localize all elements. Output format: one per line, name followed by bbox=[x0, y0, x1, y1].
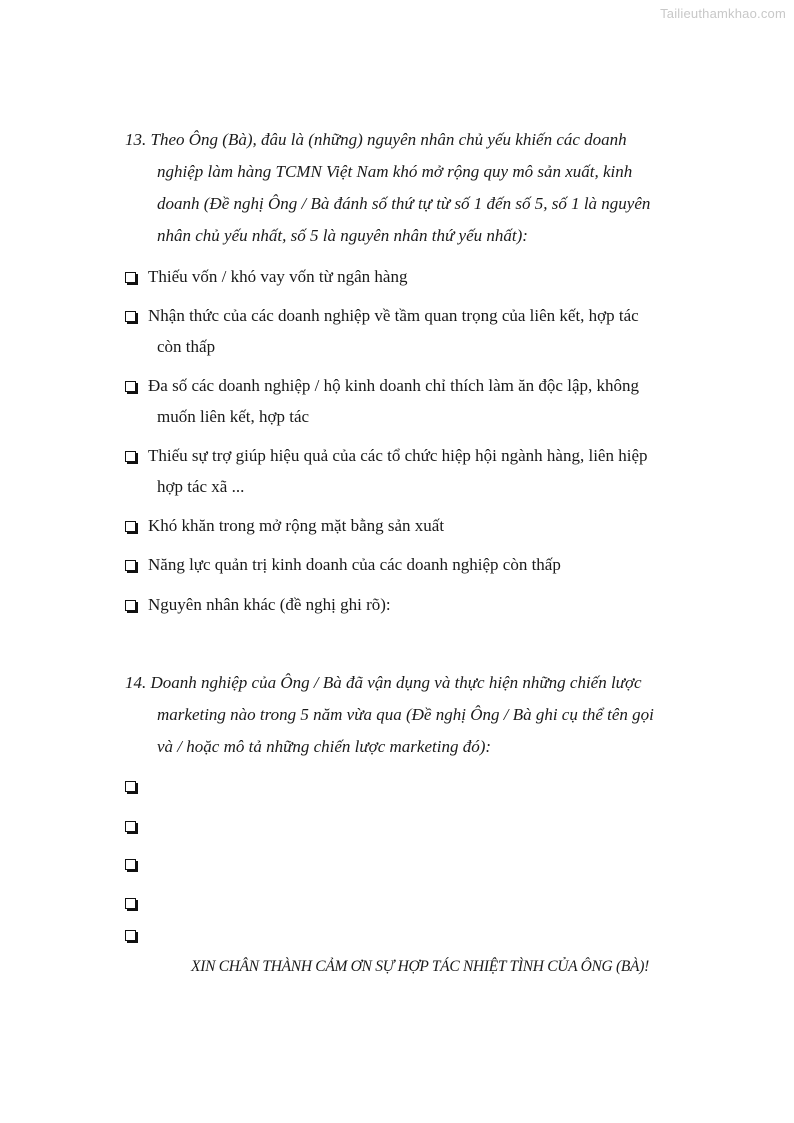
q14-option-3[interactable] bbox=[125, 848, 711, 879]
q13-option-7[interactable]: Nguyên nhân khác (đề nghị ghi rõ): bbox=[125, 589, 711, 620]
question-13-line-1: 13. Theo Ông (Bà), đâu là (những) nguyên nhân chủ yếu khiến các doanh bbox=[125, 130, 627, 149]
question-14 bbox=[125, 667, 711, 763]
question-13-line-3: doanh (Đề nghị Ông / Bà đánh số thứ tự từ số 1 đến số 5, số 1 là nguyên bbox=[157, 194, 651, 213]
q13-option-4[interactable]: Thiếu sự trợ giúp hiệu quả của các tổ chức hiệp hội ngành hàng, liên hiệp hợp tác xã ... bbox=[125, 440, 711, 502]
q13-option-5[interactable]: Khó khăn trong mở rộng mặt bằng sản xuất bbox=[125, 510, 711, 541]
checkbox-icon[interactable] bbox=[125, 898, 136, 909]
checkbox-icon[interactable] bbox=[125, 451, 136, 462]
question-14-line-2: marketing nào trong 5 năm vừa qua (Đề nghị Ông / Bà ghi cụ thể tên gọi bbox=[157, 705, 654, 724]
q14-option-4[interactable] bbox=[125, 887, 711, 918]
question-13 bbox=[125, 124, 711, 252]
watermark: Tailieuthamkhao.com bbox=[660, 6, 786, 21]
checkbox-icon[interactable] bbox=[125, 272, 136, 283]
question-14-line-3: và / hoặc mô tả những chiến lược marketing đó): bbox=[157, 737, 492, 756]
question-14-line-1: 14. Doanh nghiệp của Ông / Bà đã vận dụng và thực hiện những chiến lược bbox=[125, 673, 642, 692]
checkbox-icon[interactable] bbox=[125, 521, 136, 532]
q13-option-1[interactable]: Thiếu vốn / khó vay vốn từ ngân hàng bbox=[125, 261, 711, 292]
checkbox-icon[interactable] bbox=[125, 781, 136, 792]
checkbox-icon[interactable] bbox=[125, 821, 136, 832]
q13-option-2[interactable]: Nhận thức của các doanh nghiệp về tầm quan trọng của liên kết, hợp tác còn thấp bbox=[125, 300, 711, 362]
checkbox-icon[interactable] bbox=[125, 930, 136, 941]
q14-option-5[interactable] bbox=[125, 919, 711, 950]
q14-option-2[interactable] bbox=[125, 810, 711, 841]
checkbox-icon[interactable] bbox=[125, 311, 136, 322]
closing-thanks: XIN CHÂN THÀNH CẢM ƠN SỰ HỢP TÁC NHIỆT TÌNH CỦA ÔNG (BÀ)! bbox=[191, 958, 649, 975]
checkbox-icon[interactable] bbox=[125, 859, 136, 870]
question-13-line-4: nhân chủ yếu nhất, số 5 là nguyên nhân thứ yếu nhất): bbox=[157, 226, 528, 245]
question-13-number: 13. bbox=[125, 130, 147, 149]
checkbox-icon[interactable] bbox=[125, 600, 136, 611]
question-13-line-2: nghiệp làm hàng TCMN Việt Nam khó mở rộng quy mô sản xuất, kinh bbox=[157, 162, 633, 181]
q13-option-3[interactable]: Đa số các doanh nghiệp / hộ kinh doanh chỉ thích làm ăn độc lập, không muốn liên kết, hợp tác bbox=[125, 370, 711, 432]
q14-option-1[interactable] bbox=[125, 770, 711, 801]
question-14-number: 14. bbox=[125, 673, 147, 692]
checkbox-icon[interactable] bbox=[125, 381, 136, 392]
checkbox-icon[interactable] bbox=[125, 560, 136, 571]
q13-option-6[interactable]: Năng lực quản trị kinh doanh của các doanh nghiệp còn thấp bbox=[125, 549, 711, 580]
